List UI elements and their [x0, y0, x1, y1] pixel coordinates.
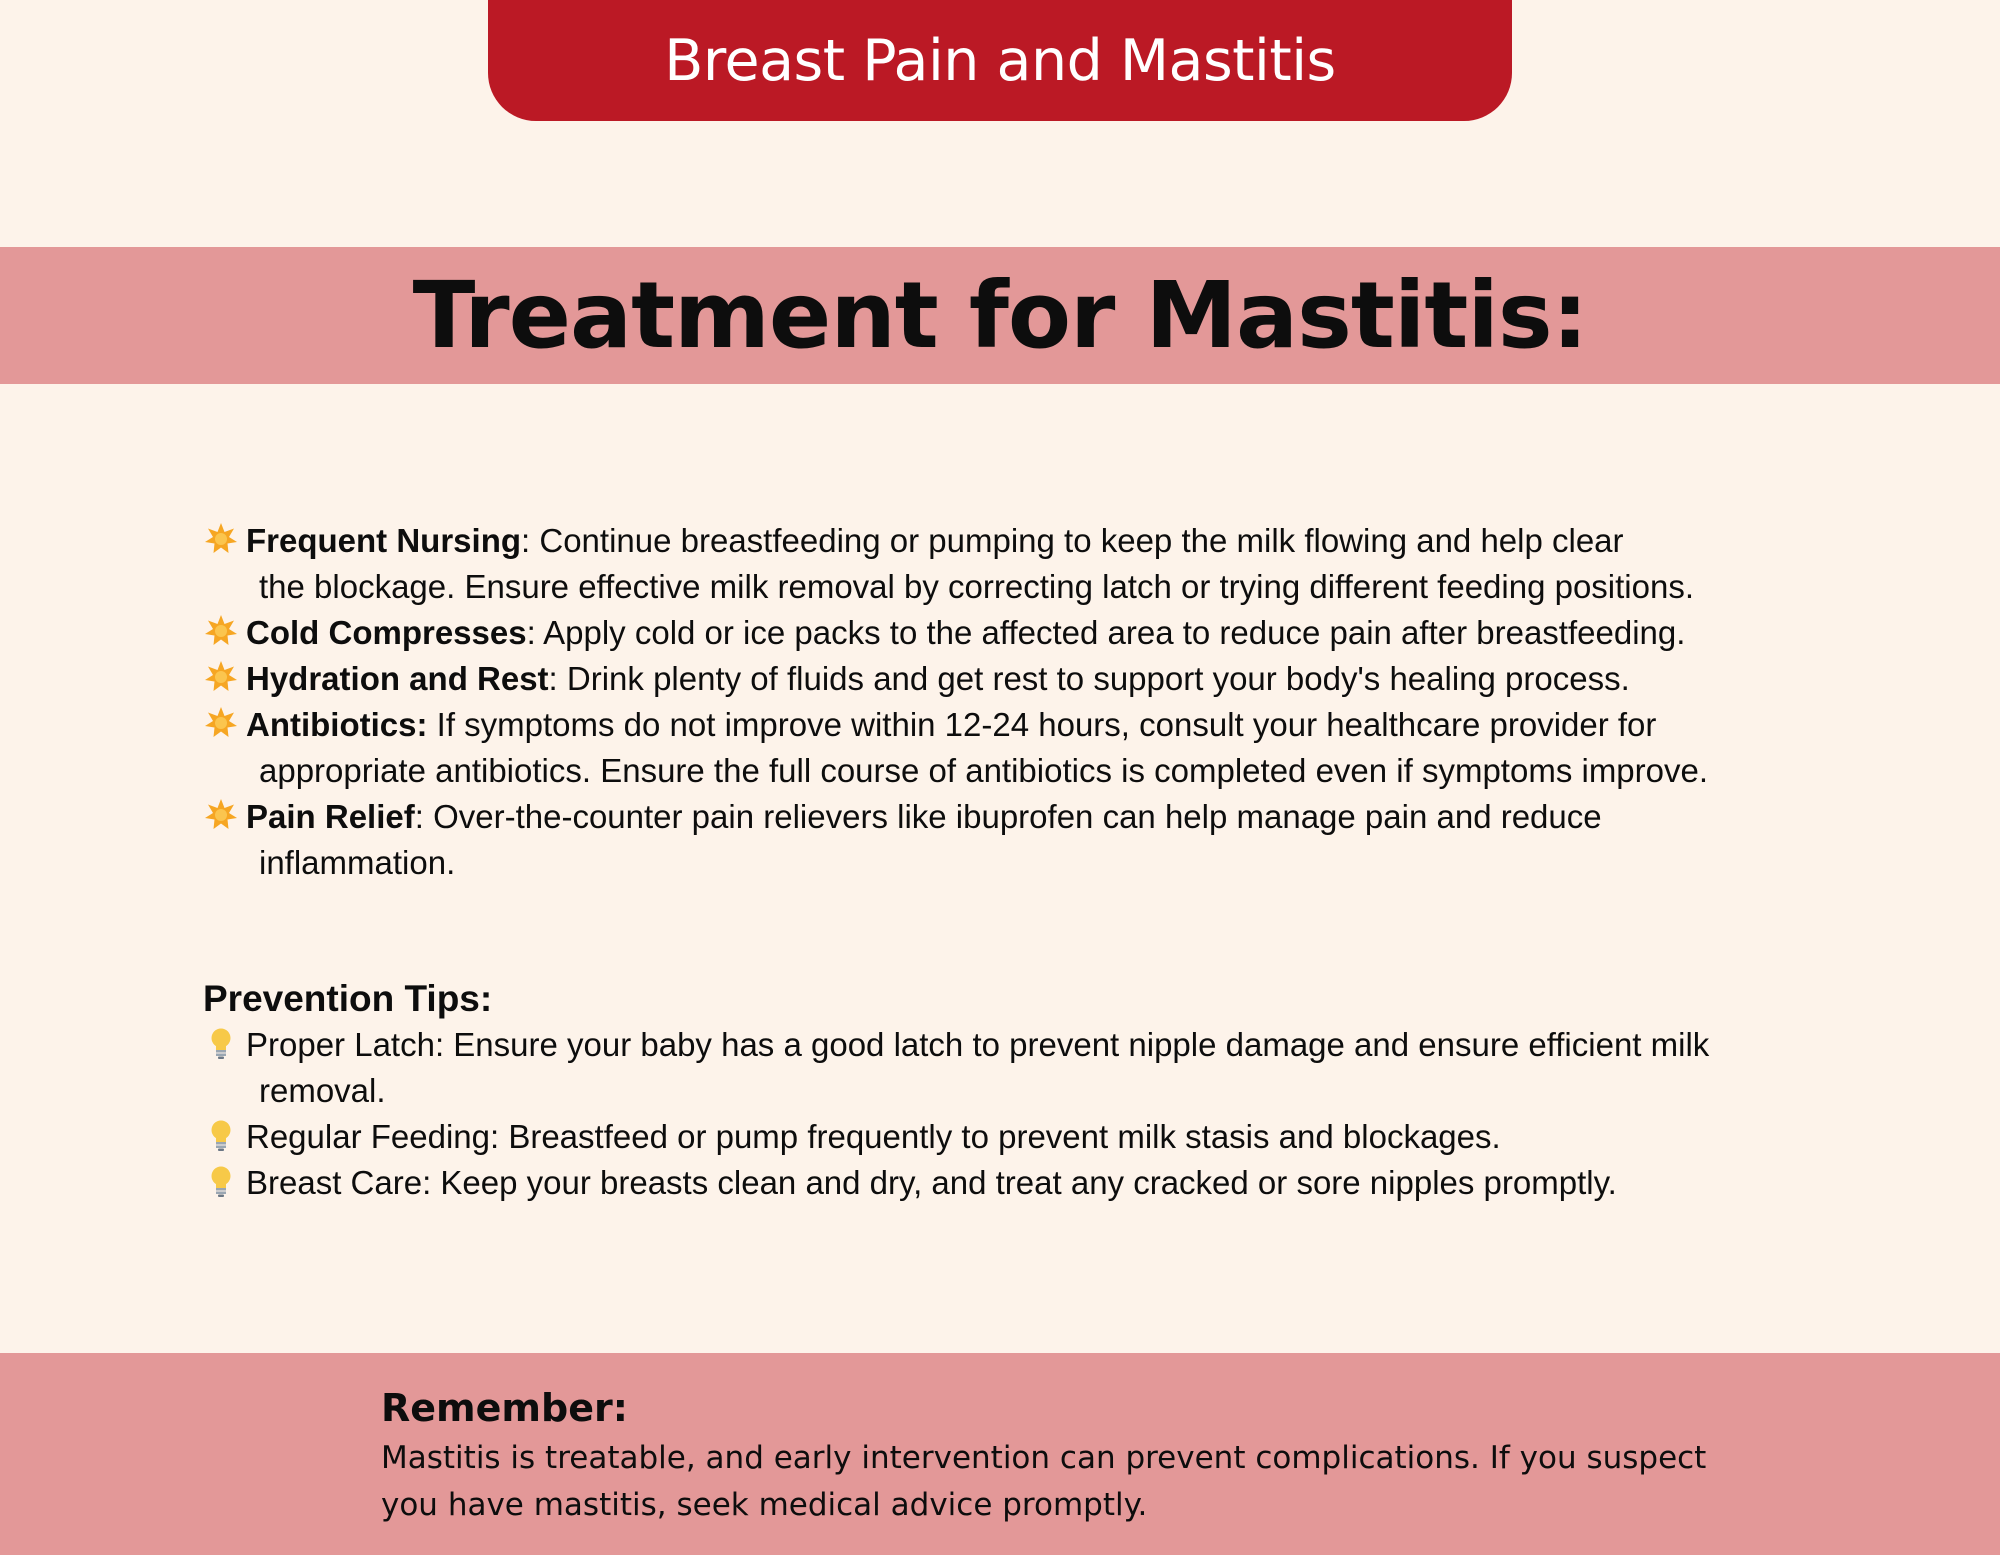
- section-heading-band: [0, 247, 2000, 384]
- remember-text: [381, 1435, 1731, 1529]
- treatment-text-continued: appropriate antibiotics. Ensure the full course of antibiotics is completed even if symptoms improve.: [259, 752, 1709, 789]
- tip-item: [203, 1160, 1803, 1206]
- treatment-item: Cold Compresses: Apply cold or ice packs to the affected area to reduce pain after breastfeeding.: [203, 610, 1803, 656]
- remember-line: you have mastitis, seek medical advice promptly.: [381, 1487, 1148, 1523]
- treatment-term: Cold Compresses: [246, 614, 527, 651]
- treatment-list: [203, 518, 1803, 886]
- tip-text-continued: removal.: [259, 1072, 386, 1109]
- tip-text: Breast Care: Keep your breasts clean and dry, and treat any cracked or sore nipples promptly.: [246, 1164, 1617, 1201]
- star-icon: [203, 705, 239, 741]
- treatment-item: Frequent Nursing: Continue breastfeeding or pumping to keep the milk flowing and help clear the blockage. Ensure effective milk removal by correcting latch or trying different feeding positions.: [203, 518, 1803, 610]
- prevention-title: Prevention Tips:: [203, 978, 493, 1019]
- treatment-term: Frequent Nursing: [246, 522, 522, 559]
- star-icon: [203, 613, 239, 649]
- star-icon: [203, 659, 239, 695]
- light-bulb-icon: [203, 1117, 239, 1153]
- treatment-text: Continue breastfeeding or pumping to keep the milk flowing and help clear: [539, 522, 1624, 559]
- treatment-text-continued: the blockage. Ensure effective milk removal by correcting latch or trying different feeding positions.: [259, 568, 1695, 605]
- star-icon: [203, 797, 239, 833]
- treatment-text: Drink plenty of fluids and get rest to support your body's healing process.: [566, 660, 1630, 697]
- tip-text: Proper Latch: Ensure your baby has a good latch to prevent nipple damage and ensure efficient milk: [246, 1026, 1710, 1063]
- light-bulb-icon: [203, 1025, 239, 1061]
- section-title: Treatment for Mastitis:: [412, 262, 1588, 369]
- tip-text: Regular Feeding: Breastfeed or pump frequently to prevent milk stasis and blockages.: [246, 1118, 1501, 1155]
- star-icon: [203, 521, 239, 557]
- treatment-text: Over-the-counter pain relievers like ibuprofen can help manage pain and reduce: [433, 798, 1602, 835]
- treatment-text-continued: inflammation.: [259, 844, 456, 881]
- header-title: Breast Pain and Mastitis: [664, 27, 1336, 94]
- prevention-tips-list: [203, 1022, 1803, 1206]
- treatment-term: Antibiotics:: [246, 706, 428, 743]
- treatment-item: Pain Relief: Over-the-counter pain relievers like ibuprofen can help manage pain and reduce inflammation.: [203, 794, 1803, 886]
- treatment-term: Pain Relief: [246, 798, 415, 835]
- treatment-item: Hydration and Rest: Drink plenty of fluids and get rest to support your body's healing process.: [203, 656, 1803, 702]
- treatment-text: If symptoms do not improve within 12-24 hours, consult your healthcare provider for: [436, 706, 1657, 743]
- remember-line: Mastitis is treatable, and early intervention can prevent complications. If you suspect: [381, 1440, 1707, 1476]
- light-bulb-icon: [203, 1163, 239, 1199]
- header-tab: [488, 0, 1512, 121]
- treatment-item: [203, 702, 1803, 794]
- main-content: [203, 518, 1803, 1206]
- treatment-text: Apply cold or ice packs to the affected area to reduce pain after breastfeeding.: [543, 614, 1686, 651]
- treatment-term: Hydration and Rest: [246, 660, 549, 697]
- tip-item: [203, 1114, 1803, 1160]
- remember-box: [381, 1383, 1731, 1529]
- remember-title: Remember:: [381, 1386, 628, 1430]
- tip-item: [203, 1022, 1803, 1114]
